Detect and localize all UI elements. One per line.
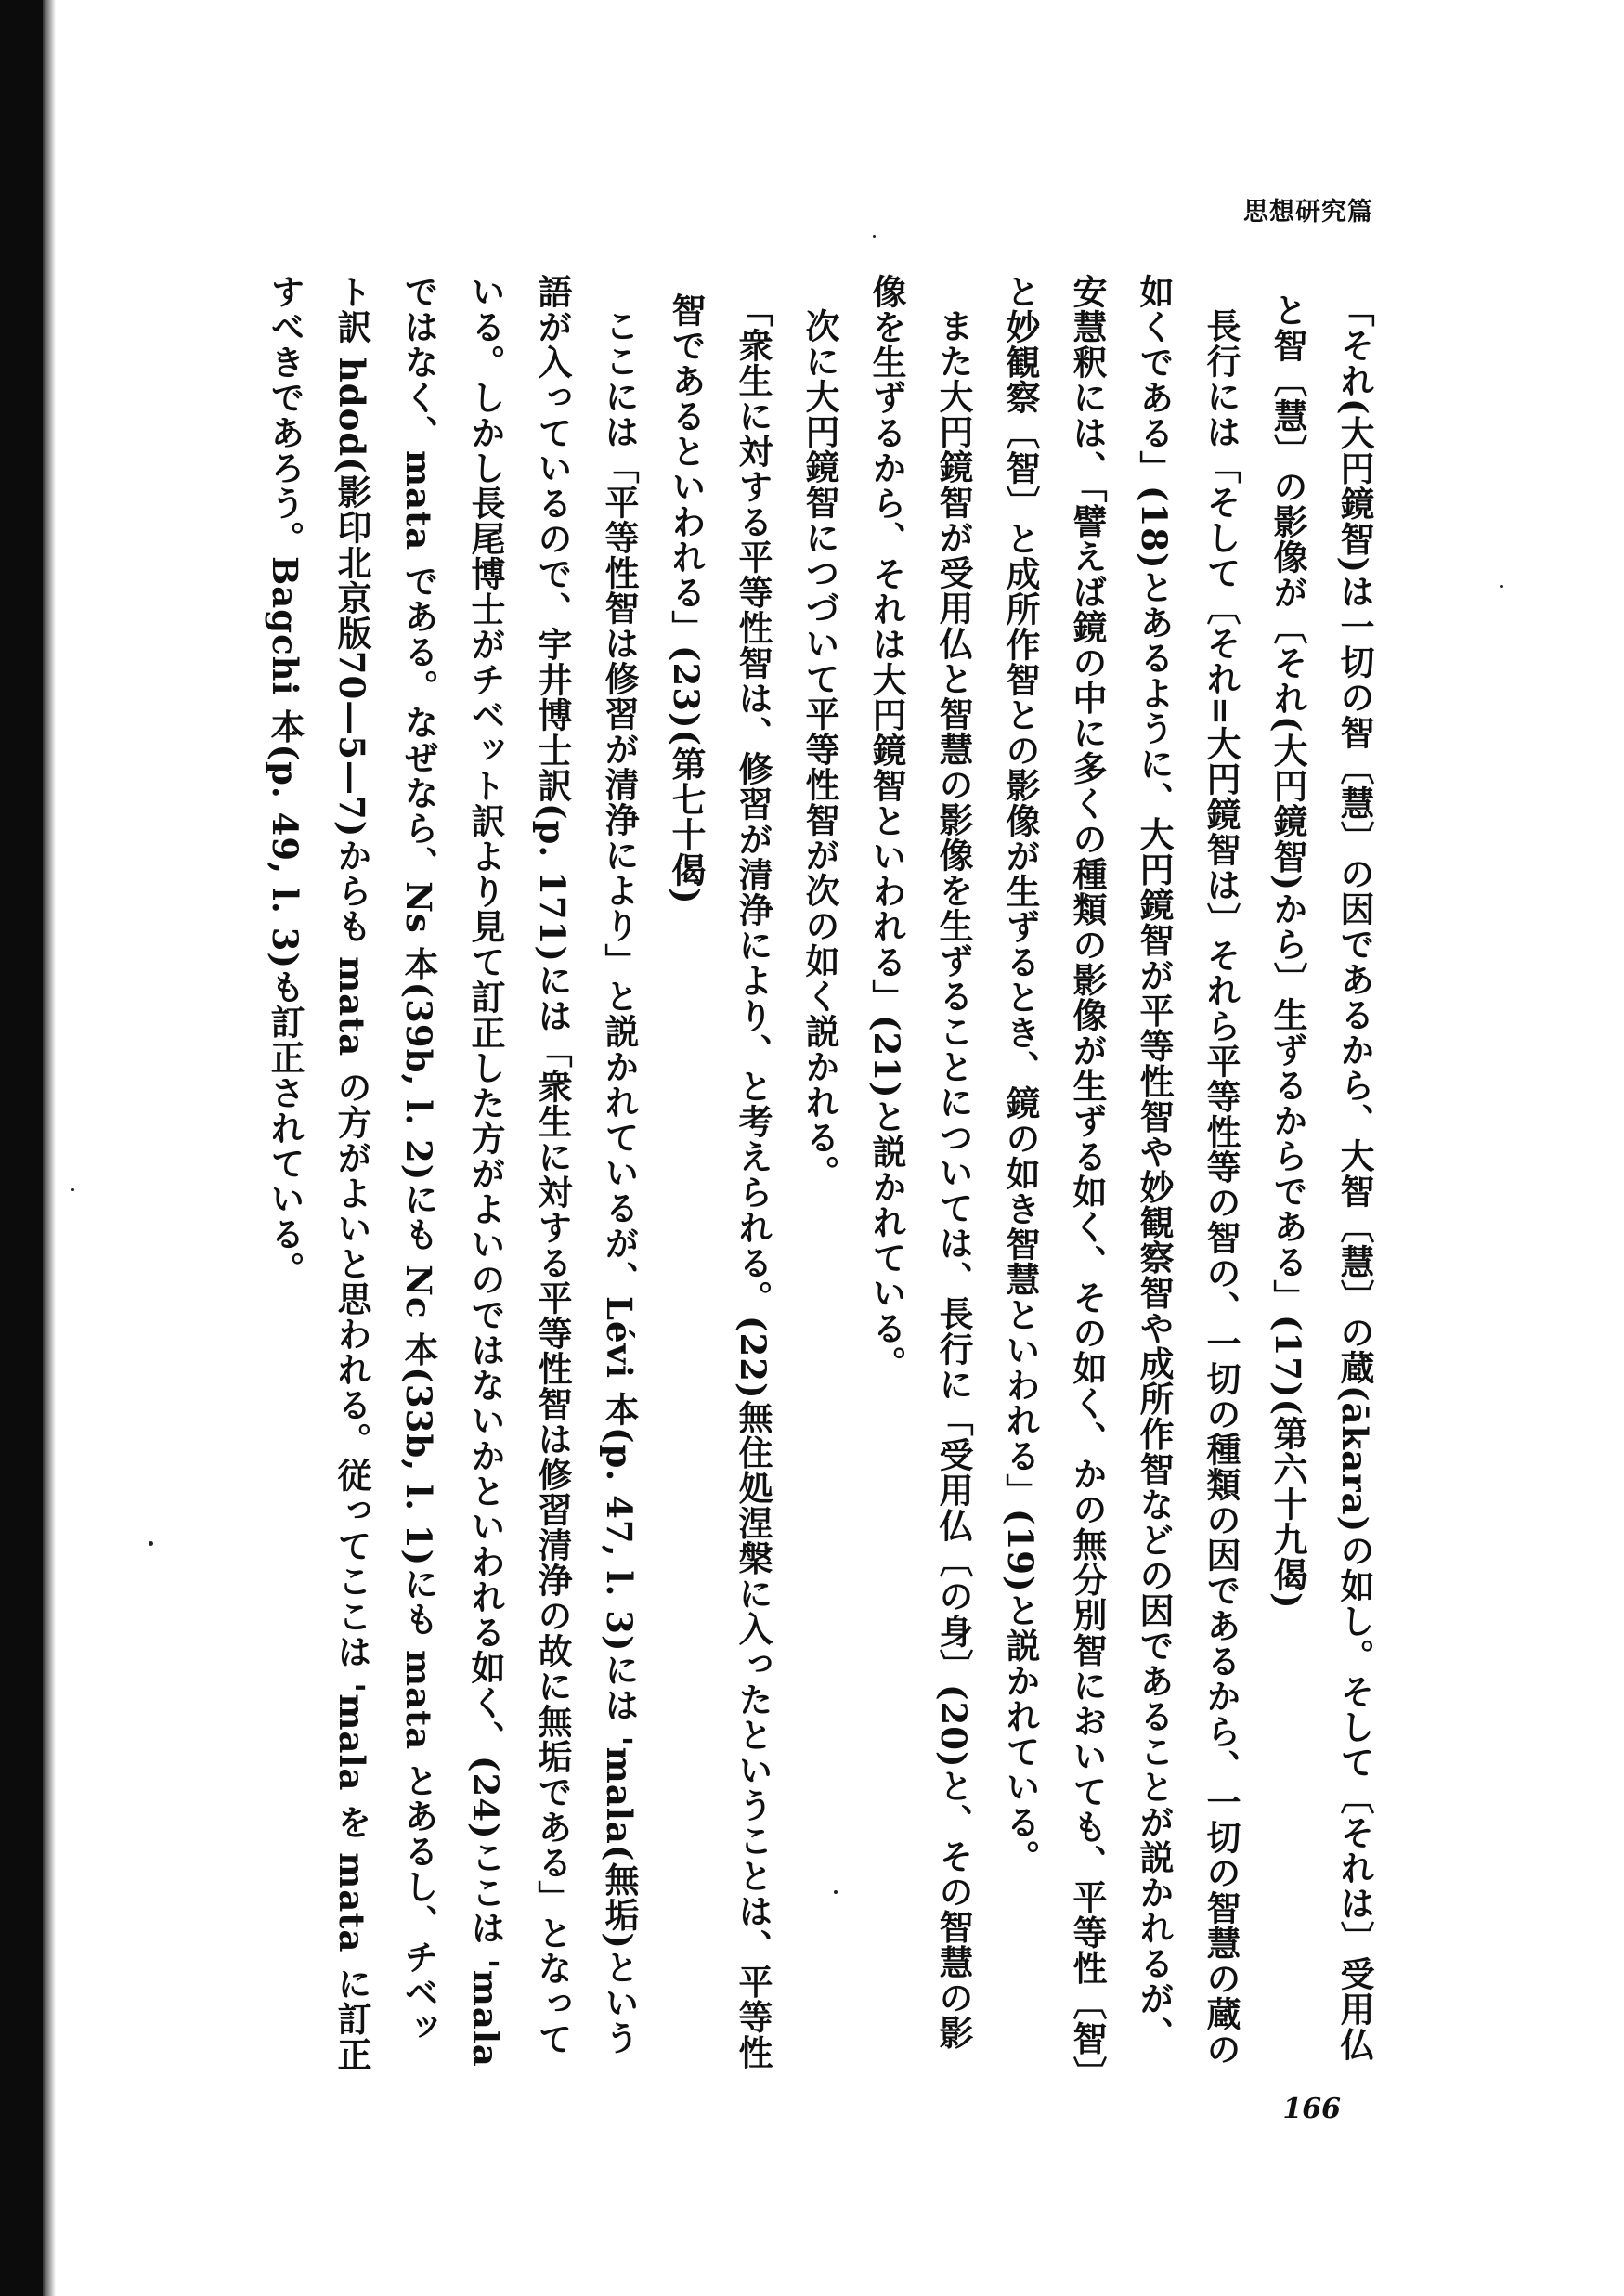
paragraph-quote-verse-70: 「衆生に対する平等性智は、修習が清浄により、と考えられる。(22)無住処涅槃に入ったということは、平等性智であるといわれる」(23)(第七十偈) — [666, 292, 773, 2070]
paragraph-transition: 次に大円鏡智につづいて平等性智が次の如く説かれる。 — [799, 308, 840, 1190]
scan-speck — [1500, 585, 1503, 588]
scan-binding-shadow — [43, 0, 56, 2296]
paragraph-prose-textual-note: ここには「平等性智は修習が清浄により」と説かれているが、Lévi 本(p. 47, l. 3)には 'mala(無垢)という語が入っているので、宇井博士訳(p. 171)には「衆生に対する平等性智は修習清浄の故に無垢である」となっている。しかし長尾博士がチベット訳より見て訂正した方がよいのではないかといわれる如く、(24)ここは 'mala ではなく、mata である。なぜなら、Ns 本(39b, l. 2)にも Nc 本(33b, l. 1)にも mata とあるし、チベット訳 hdod(影印北京版70—5—7)からも mata の方がよいと思われる。従ってここは 'mala を mata に訂正すべきであろう。Bagchi 本(p. 49, l. 3)も訂正されている。 — [265, 274, 640, 2072]
paragraph-prose-sambhogakaya: また大円鏡智が受用仏と智慧の影像を生ずることについては、長行に「受用仏〔の身〕(20)と、その智慧の影像を生ずるから、それは大円鏡智といわれる」(21)と説かれている。 — [866, 274, 974, 2051]
vertical-body-text — [232, 274, 1388, 2075]
scan-binding-edge — [0, 0, 43, 2296]
page-number: 166 — [1282, 2093, 1341, 2125]
scan-speck — [71, 1188, 74, 1191]
running-header: 思想研究篇 — [1243, 198, 1373, 227]
scan-speck — [834, 1890, 838, 1894]
paragraph-quote-verse-69: 「それ(大円鏡智)は一切の智〔慧〕の因であるから、大智〔慧〕の蔵(ākara)の如し。そして〔それは〕受用仏と智〔慧〕の影像が〔それ(大円鏡智)から〕生ずるからである」(17)(第六十九偈) — [1267, 292, 1375, 2063]
scan-speck — [873, 235, 876, 238]
scan-speck — [149, 1541, 153, 1546]
paragraph-prose-commentary: 長行には「そして〔それ=大円鏡智は〕それら平等性等の智の、一切の種類の因であるから、一切の智慧の蔵の如くである」(18)とあるように、大円鏡智が平等性智や妙観察智や成所作智などの因であることが説かれるが、安慧釈には、「譬えば鏡の中に多くの種類の影像が生ずる如く、その如く、かの無分別智においても、平等性〔智〕と妙観察〔智〕と成所作智との影像が生ずるとき、鏡の如き智慧といわれる」(19)と説かれている。 — [1000, 274, 1241, 2074]
